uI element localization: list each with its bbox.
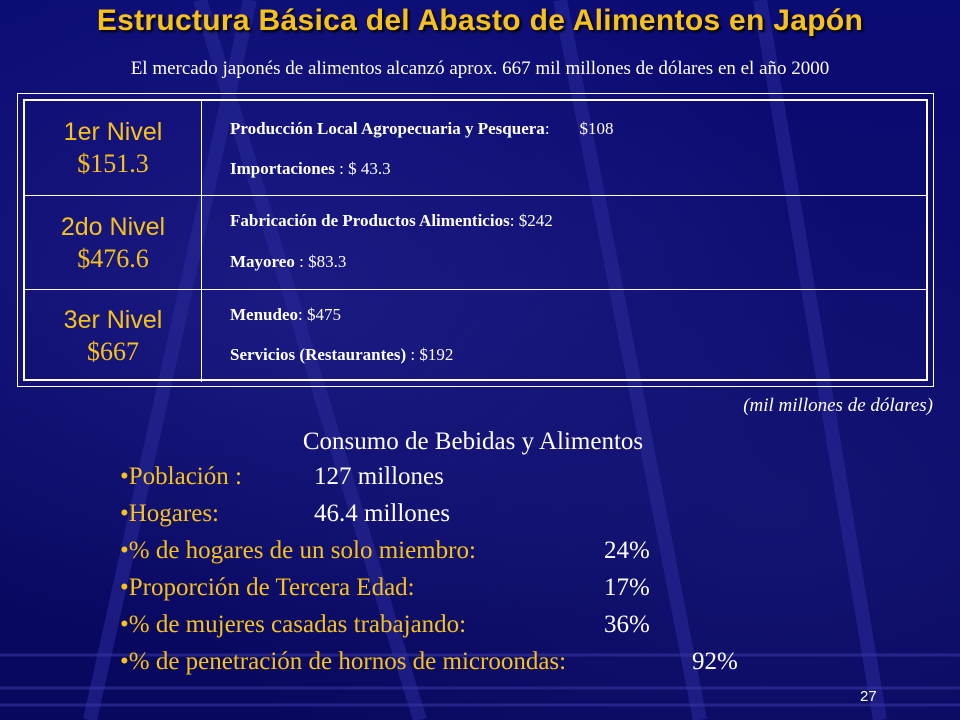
page-number: 27: [860, 688, 877, 705]
item-separator: :: [334, 159, 349, 178]
item-label: Mayoreo: [230, 252, 295, 271]
level-total: $476.6: [77, 243, 149, 273]
bullet-value: 24%: [604, 537, 650, 564]
item-separator: :: [294, 252, 309, 271]
level-label: 3er Nivel: [63, 306, 163, 334]
item-separator: :: [298, 305, 307, 324]
level-label: 1er Nivel: [63, 118, 163, 146]
consumo-heading: Consumo de Bebidas y Alimentos: [302, 428, 644, 455]
level-label: 2do Nivel: [60, 212, 166, 241]
table-row: [25, 290, 926, 382]
table-row: [25, 101, 926, 196]
bullet-label: •% de penetración de hornos de microondas:: [120, 648, 567, 675]
row-item: [230, 252, 346, 272]
level-total: $667: [87, 337, 139, 366]
table-row: [25, 196, 926, 290]
bullet-value: 46.4 millones: [314, 500, 451, 527]
bullet-label: •Población :: [120, 463, 242, 490]
item-separator: :: [544, 119, 550, 138]
item-value: $242: [518, 211, 553, 230]
supply-structure-table: [17, 93, 934, 387]
item-label: Producción Local Agropecuaria y Pesquera: [230, 119, 545, 138]
level-cell: [25, 290, 202, 382]
item-label: Servicios (Restaurantes): [230, 345, 407, 364]
row-item: [230, 119, 614, 139]
item-separator: :: [406, 345, 420, 364]
bullet-label: •% de hogares de un solo miembro:: [120, 537, 476, 564]
item-value: $108: [579, 119, 614, 138]
row-item: [230, 305, 341, 325]
item-label: Importaciones: [230, 159, 335, 178]
item-value: $192: [419, 345, 454, 364]
page-subtitle: El mercado japonés de alimentos alcanzó aprox. 667 mil millones de dólares en el año 2000: [130, 58, 830, 79]
bullet-value: 127 millones: [314, 463, 444, 490]
bullet-label: •Hogares:: [120, 500, 219, 527]
item-value: $ 43.3: [348, 159, 391, 178]
item-value: $475: [306, 305, 341, 324]
item-label: Fabricación de Productos Alimenticios: [230, 211, 510, 230]
level-cell: [25, 101, 202, 195]
row-item: [230, 211, 553, 231]
bullet-value: 92%: [692, 648, 738, 675]
row-item: [230, 159, 391, 179]
page-title: Estructura Básica del Abasto de Alimentos en Japón: [96, 4, 864, 37]
bullet-label: •% de mujeres casadas trabajando:: [120, 611, 467, 638]
level-cell: [25, 196, 202, 289]
item-separator: :: [509, 211, 519, 230]
units-note: (mil millones de dólares): [743, 395, 933, 416]
item-label: Menudeo: [230, 305, 298, 324]
item-value: $83.3: [308, 252, 347, 271]
level-total: $151.3: [77, 149, 149, 178]
bullet-label: •Proporción de Tercera Edad:: [120, 574, 415, 601]
row-item: [230, 345, 453, 365]
bullet-value: 36%: [604, 611, 650, 638]
bullet-value: 17%: [604, 574, 650, 601]
